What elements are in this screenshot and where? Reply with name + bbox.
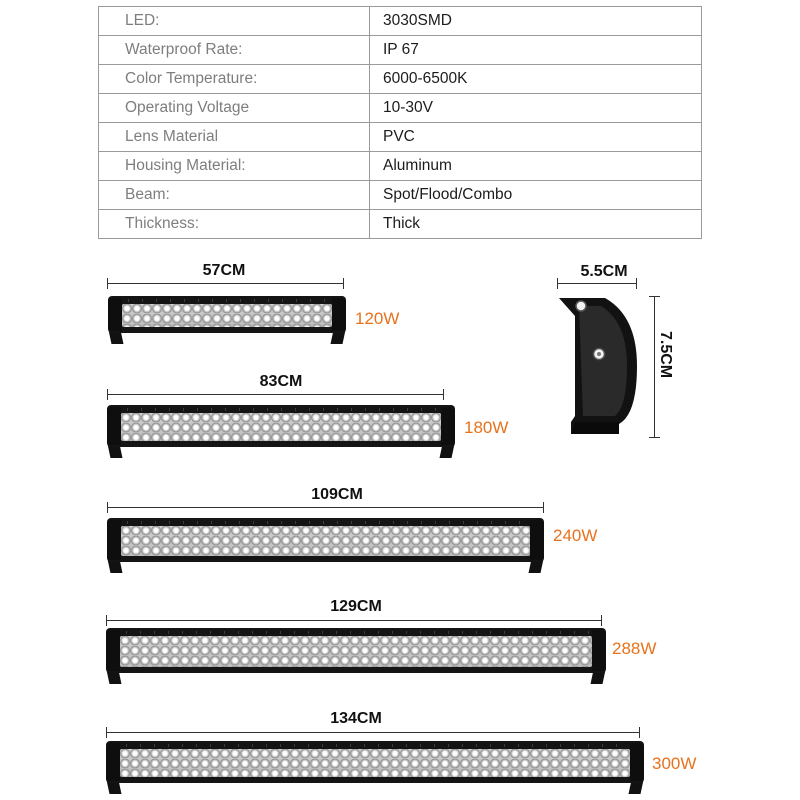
light-bar-57cm xyxy=(108,296,346,333)
dimension-line xyxy=(107,394,444,395)
dimension-line xyxy=(107,507,544,508)
spec-row-color-temp xyxy=(99,65,702,94)
bar-length-label: 83CM xyxy=(259,373,303,390)
light-bar-134cm xyxy=(106,741,644,783)
bar-length-label: 57CM xyxy=(202,262,246,279)
dimension-line xyxy=(106,732,640,733)
spec-value: Spot/Flood/Combo xyxy=(370,181,702,210)
bar-wattage: 180W xyxy=(464,418,509,437)
spec-value: 3030SMD xyxy=(370,7,702,36)
spec-value: 10-30V xyxy=(370,94,702,123)
spec-label: Housing Material: xyxy=(99,152,370,181)
spec-label: Lens Material xyxy=(99,123,370,152)
spec-value: Thick xyxy=(370,210,702,239)
bracket-height-line xyxy=(654,296,655,438)
bar-length-label: 129CM xyxy=(330,598,382,615)
bracket-height-label: 7.5CM xyxy=(657,331,674,379)
dimension-line xyxy=(106,620,602,621)
spec-label: Beam: xyxy=(99,181,370,210)
bar-length-label: 109CM xyxy=(311,486,363,503)
mounting-bracket-image xyxy=(557,296,639,438)
bar-length-label: 134CM xyxy=(330,710,382,727)
bar-wattage: 120W xyxy=(355,309,400,328)
light-bar-109cm xyxy=(107,518,544,562)
bracket-width-label: 5.5CM xyxy=(580,263,628,280)
spec-row-waterproof xyxy=(99,36,702,65)
spec-row-thickness xyxy=(99,210,702,239)
spec-label: Color Temperature: xyxy=(99,65,370,94)
spec-table xyxy=(98,6,702,239)
spec-value: Aluminum xyxy=(370,152,702,181)
spec-row-led xyxy=(99,7,702,36)
bracket-width-line xyxy=(557,283,637,284)
spec-label: Waterproof Rate: xyxy=(99,36,370,65)
spec-row-lens xyxy=(99,123,702,152)
spec-label: Thickness: xyxy=(99,210,370,239)
spec-value: IP 67 xyxy=(370,36,702,65)
dimension-line xyxy=(107,283,344,284)
spec-row-housing xyxy=(99,152,702,181)
spec-value: PVC xyxy=(370,123,702,152)
spec-value: 6000-6500K xyxy=(370,65,702,94)
bar-wattage: 300W xyxy=(652,754,697,773)
light-bar-129cm xyxy=(106,628,606,673)
spec-row-voltage xyxy=(99,94,702,123)
bar-wattage: 240W xyxy=(553,526,598,545)
spec-label: LED: xyxy=(99,7,370,36)
spec-row-beam xyxy=(99,181,702,210)
spec-label: Operating Voltage xyxy=(99,94,370,123)
light-bar-83cm xyxy=(107,405,455,447)
bar-wattage: 288W xyxy=(612,639,657,658)
